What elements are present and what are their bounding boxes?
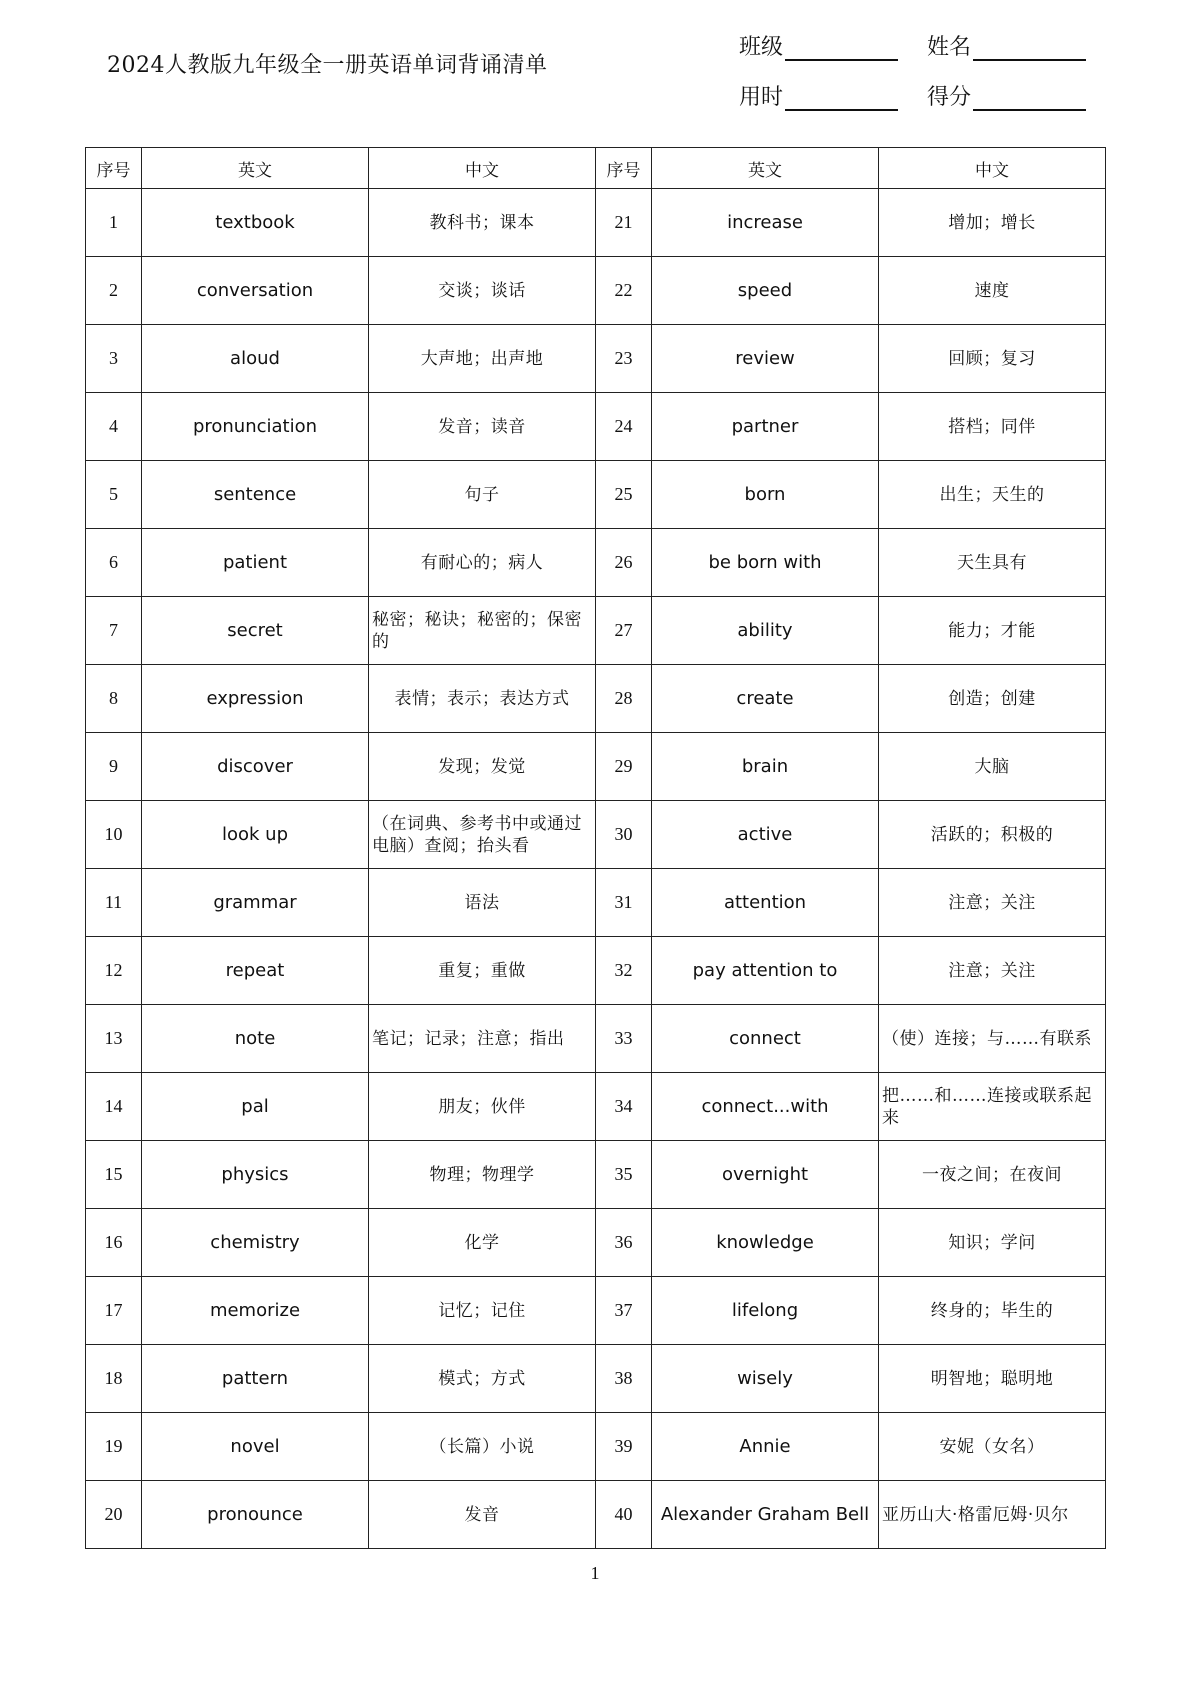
chinese-meaning-left: 化学 bbox=[369, 1209, 596, 1277]
word-number-right: 29 bbox=[596, 733, 652, 801]
word-number-left: 12 bbox=[86, 937, 142, 1005]
word-number-right: 21 bbox=[596, 189, 652, 257]
word-number-left: 1 bbox=[86, 189, 142, 257]
table-row bbox=[86, 1141, 1106, 1209]
english-word-left: repeat bbox=[142, 937, 369, 1005]
word-number-left: 10 bbox=[86, 801, 142, 869]
chinese-meaning-left: 重复；重做 bbox=[369, 937, 596, 1005]
english-word-right: create bbox=[652, 665, 879, 733]
class-label: 班级 bbox=[739, 35, 784, 60]
chinese-meaning-right: 亚历山大·格雷厄姆·贝尔 bbox=[879, 1481, 1106, 1549]
word-number-left: 5 bbox=[86, 461, 142, 529]
score-blank[interactable] bbox=[973, 89, 1086, 111]
word-number-right: 39 bbox=[596, 1413, 652, 1481]
table-row bbox=[86, 1413, 1106, 1481]
chinese-meaning-right: （使）连接；与……有联系 bbox=[879, 1005, 1106, 1073]
chinese-meaning-right: 知识；学问 bbox=[879, 1209, 1106, 1277]
english-word-right: review bbox=[652, 325, 879, 393]
word-number-left: 4 bbox=[86, 393, 142, 461]
chinese-meaning-left: 记忆；记住 bbox=[369, 1277, 596, 1345]
word-number-left: 16 bbox=[86, 1209, 142, 1277]
header-english-right: 英文 bbox=[652, 148, 879, 189]
table-row bbox=[86, 1277, 1106, 1345]
english-word-right: wisely bbox=[652, 1345, 879, 1413]
table-row bbox=[86, 257, 1106, 325]
vocabulary-table bbox=[85, 147, 1106, 1549]
word-number-right: 34 bbox=[596, 1073, 652, 1141]
word-number-right: 33 bbox=[596, 1005, 652, 1073]
chinese-meaning-right: 大脑 bbox=[879, 733, 1106, 801]
english-word-left: novel bbox=[142, 1413, 369, 1481]
chinese-meaning-left: 发音；读音 bbox=[369, 393, 596, 461]
english-word-right: Annie bbox=[652, 1413, 879, 1481]
table-row bbox=[86, 1073, 1106, 1141]
chinese-meaning-right: 天生具有 bbox=[879, 529, 1106, 597]
chinese-meaning-left: 交谈；谈话 bbox=[369, 257, 596, 325]
table-header-row bbox=[86, 148, 1106, 189]
english-word-right: active bbox=[652, 801, 879, 869]
table-row bbox=[86, 1005, 1106, 1073]
table-row bbox=[86, 1345, 1106, 1413]
english-word-right: speed bbox=[652, 257, 879, 325]
word-number-right: 30 bbox=[596, 801, 652, 869]
chinese-meaning-right: 终身的；毕生的 bbox=[879, 1277, 1106, 1345]
chinese-meaning-left: 有耐心的；病人 bbox=[369, 529, 596, 597]
word-number-left: 18 bbox=[86, 1345, 142, 1413]
word-number-left: 11 bbox=[86, 869, 142, 937]
score-label: 得分 bbox=[927, 85, 972, 110]
table-row bbox=[86, 801, 1106, 869]
english-word-right: attention bbox=[652, 869, 879, 937]
word-number-left: 14 bbox=[86, 1073, 142, 1141]
english-word-right: Alexander Graham Bell bbox=[652, 1481, 879, 1549]
english-word-left: discover bbox=[142, 733, 369, 801]
word-number-right: 27 bbox=[596, 597, 652, 665]
english-word-left: look up bbox=[142, 801, 369, 869]
chinese-meaning-left: 大声地；出声地 bbox=[369, 325, 596, 393]
table-row bbox=[86, 869, 1106, 937]
english-word-right: knowledge bbox=[652, 1209, 879, 1277]
chinese-meaning-left: 教科书；课本 bbox=[369, 189, 596, 257]
word-number-right: 36 bbox=[596, 1209, 652, 1277]
english-word-right: connect bbox=[652, 1005, 879, 1073]
word-number-left: 9 bbox=[86, 733, 142, 801]
time-field bbox=[739, 80, 898, 111]
chinese-meaning-right: 搭档；同伴 bbox=[879, 393, 1106, 461]
word-number-right: 23 bbox=[596, 325, 652, 393]
chinese-meaning-left: 句子 bbox=[369, 461, 596, 529]
english-word-right: increase bbox=[652, 189, 879, 257]
english-word-right: pay attention to bbox=[652, 937, 879, 1005]
word-number-left: 13 bbox=[86, 1005, 142, 1073]
chinese-meaning-right: 明智地；聪明地 bbox=[879, 1345, 1106, 1413]
table-row bbox=[86, 189, 1106, 257]
english-word-left: textbook bbox=[142, 189, 369, 257]
chinese-meaning-left: 模式；方式 bbox=[369, 1345, 596, 1413]
english-word-right: partner bbox=[652, 393, 879, 461]
english-word-left: patient bbox=[142, 529, 369, 597]
page-number: 1 bbox=[590, 1563, 600, 1583]
word-number-right: 35 bbox=[596, 1141, 652, 1209]
english-word-left: secret bbox=[142, 597, 369, 665]
chinese-meaning-right: 注意；关注 bbox=[879, 937, 1106, 1005]
english-word-left: grammar bbox=[142, 869, 369, 937]
word-number-left: 15 bbox=[86, 1141, 142, 1209]
chinese-meaning-left: 发现；发觉 bbox=[369, 733, 596, 801]
english-word-left: pattern bbox=[142, 1345, 369, 1413]
english-word-left: note bbox=[142, 1005, 369, 1073]
word-number-left: 2 bbox=[86, 257, 142, 325]
word-number-right: 38 bbox=[596, 1345, 652, 1413]
word-number-left: 6 bbox=[86, 529, 142, 597]
table-row bbox=[86, 665, 1106, 733]
chinese-meaning-right: 安妮（女名） bbox=[879, 1413, 1106, 1481]
chinese-meaning-right: 把……和……连接或联系起来 bbox=[879, 1073, 1106, 1141]
english-word-left: chemistry bbox=[142, 1209, 369, 1277]
word-number-left: 7 bbox=[86, 597, 142, 665]
table-row bbox=[86, 461, 1106, 529]
chinese-meaning-right: 能力；才能 bbox=[879, 597, 1106, 665]
word-number-right: 31 bbox=[596, 869, 652, 937]
table-row bbox=[86, 937, 1106, 1005]
class-blank[interactable] bbox=[785, 39, 898, 61]
english-word-right: lifelong bbox=[652, 1277, 879, 1345]
word-number-left: 20 bbox=[86, 1481, 142, 1549]
english-word-left: physics bbox=[142, 1141, 369, 1209]
word-number-left: 3 bbox=[86, 325, 142, 393]
english-word-left: memorize bbox=[142, 1277, 369, 1345]
english-word-right: be born with bbox=[652, 529, 879, 597]
time-blank[interactable] bbox=[785, 89, 898, 111]
table-row bbox=[86, 1209, 1106, 1277]
chinese-meaning-left: 朋友；伙伴 bbox=[369, 1073, 596, 1141]
chinese-meaning-left: 笔记；记录；注意；指出 bbox=[369, 1005, 596, 1073]
chinese-meaning-right: 创造；创建 bbox=[879, 665, 1106, 733]
word-number-right: 40 bbox=[596, 1481, 652, 1549]
word-number-right: 26 bbox=[596, 529, 652, 597]
table-row bbox=[86, 393, 1106, 461]
time-label: 用时 bbox=[739, 85, 784, 110]
word-number-right: 32 bbox=[596, 937, 652, 1005]
header-english-left: 英文 bbox=[142, 148, 369, 189]
english-word-left: aloud bbox=[142, 325, 369, 393]
english-word-left: pal bbox=[142, 1073, 369, 1141]
table-row bbox=[86, 529, 1106, 597]
word-number-right: 28 bbox=[596, 665, 652, 733]
chinese-meaning-left: 秘密；秘诀；秘密的；保密的 bbox=[369, 597, 596, 665]
class-field bbox=[739, 30, 898, 61]
word-number-right: 37 bbox=[596, 1277, 652, 1345]
table-row bbox=[86, 733, 1106, 801]
word-number-right: 25 bbox=[596, 461, 652, 529]
word-number-right: 24 bbox=[596, 393, 652, 461]
header-number-left: 序号 bbox=[86, 148, 142, 189]
chinese-meaning-right: 注意；关注 bbox=[879, 869, 1106, 937]
score-field bbox=[927, 80, 1086, 111]
document-title: 2024人教版九年级全一册英语单词背诵清单 bbox=[107, 53, 548, 78]
chinese-meaning-right: 速度 bbox=[879, 257, 1106, 325]
table-row bbox=[86, 1481, 1106, 1549]
name-label: 姓名 bbox=[927, 35, 972, 60]
english-word-right: connect...with bbox=[652, 1073, 879, 1141]
name-field bbox=[927, 30, 1086, 61]
chinese-meaning-left: 物理；物理学 bbox=[369, 1141, 596, 1209]
chinese-meaning-left: （在词典、参考书中或通过电脑）查阅；抬头看 bbox=[369, 801, 596, 869]
table-row bbox=[86, 325, 1106, 393]
word-number-left: 17 bbox=[86, 1277, 142, 1345]
english-word-left: conversation bbox=[142, 257, 369, 325]
chinese-meaning-right: 一夜之间；在夜间 bbox=[879, 1141, 1106, 1209]
table-row bbox=[86, 597, 1106, 665]
chinese-meaning-right: 活跃的；积极的 bbox=[879, 801, 1106, 869]
name-blank[interactable] bbox=[973, 39, 1086, 61]
chinese-meaning-left: （长篇）小说 bbox=[369, 1413, 596, 1481]
english-word-left: sentence bbox=[142, 461, 369, 529]
chinese-meaning-right: 回顾；复习 bbox=[879, 325, 1106, 393]
chinese-meaning-left: 表情；表示；表达方式 bbox=[369, 665, 596, 733]
chinese-meaning-left: 语法 bbox=[369, 869, 596, 937]
word-number-left: 19 bbox=[86, 1413, 142, 1481]
english-word-left: expression bbox=[142, 665, 369, 733]
chinese-meaning-left: 发音 bbox=[369, 1481, 596, 1549]
header-chinese-right: 中文 bbox=[879, 148, 1106, 189]
english-word-left: pronounce bbox=[142, 1481, 369, 1549]
english-word-right: brain bbox=[652, 733, 879, 801]
english-word-left: pronunciation bbox=[142, 393, 369, 461]
chinese-meaning-right: 出生；天生的 bbox=[879, 461, 1106, 529]
word-number-right: 22 bbox=[596, 257, 652, 325]
chinese-meaning-right: 增加；增长 bbox=[879, 189, 1106, 257]
word-number-left: 8 bbox=[86, 665, 142, 733]
header-chinese-left: 中文 bbox=[369, 148, 596, 189]
english-word-right: ability bbox=[652, 597, 879, 665]
english-word-right: overnight bbox=[652, 1141, 879, 1209]
header-number-right: 序号 bbox=[596, 148, 652, 189]
english-word-right: born bbox=[652, 461, 879, 529]
